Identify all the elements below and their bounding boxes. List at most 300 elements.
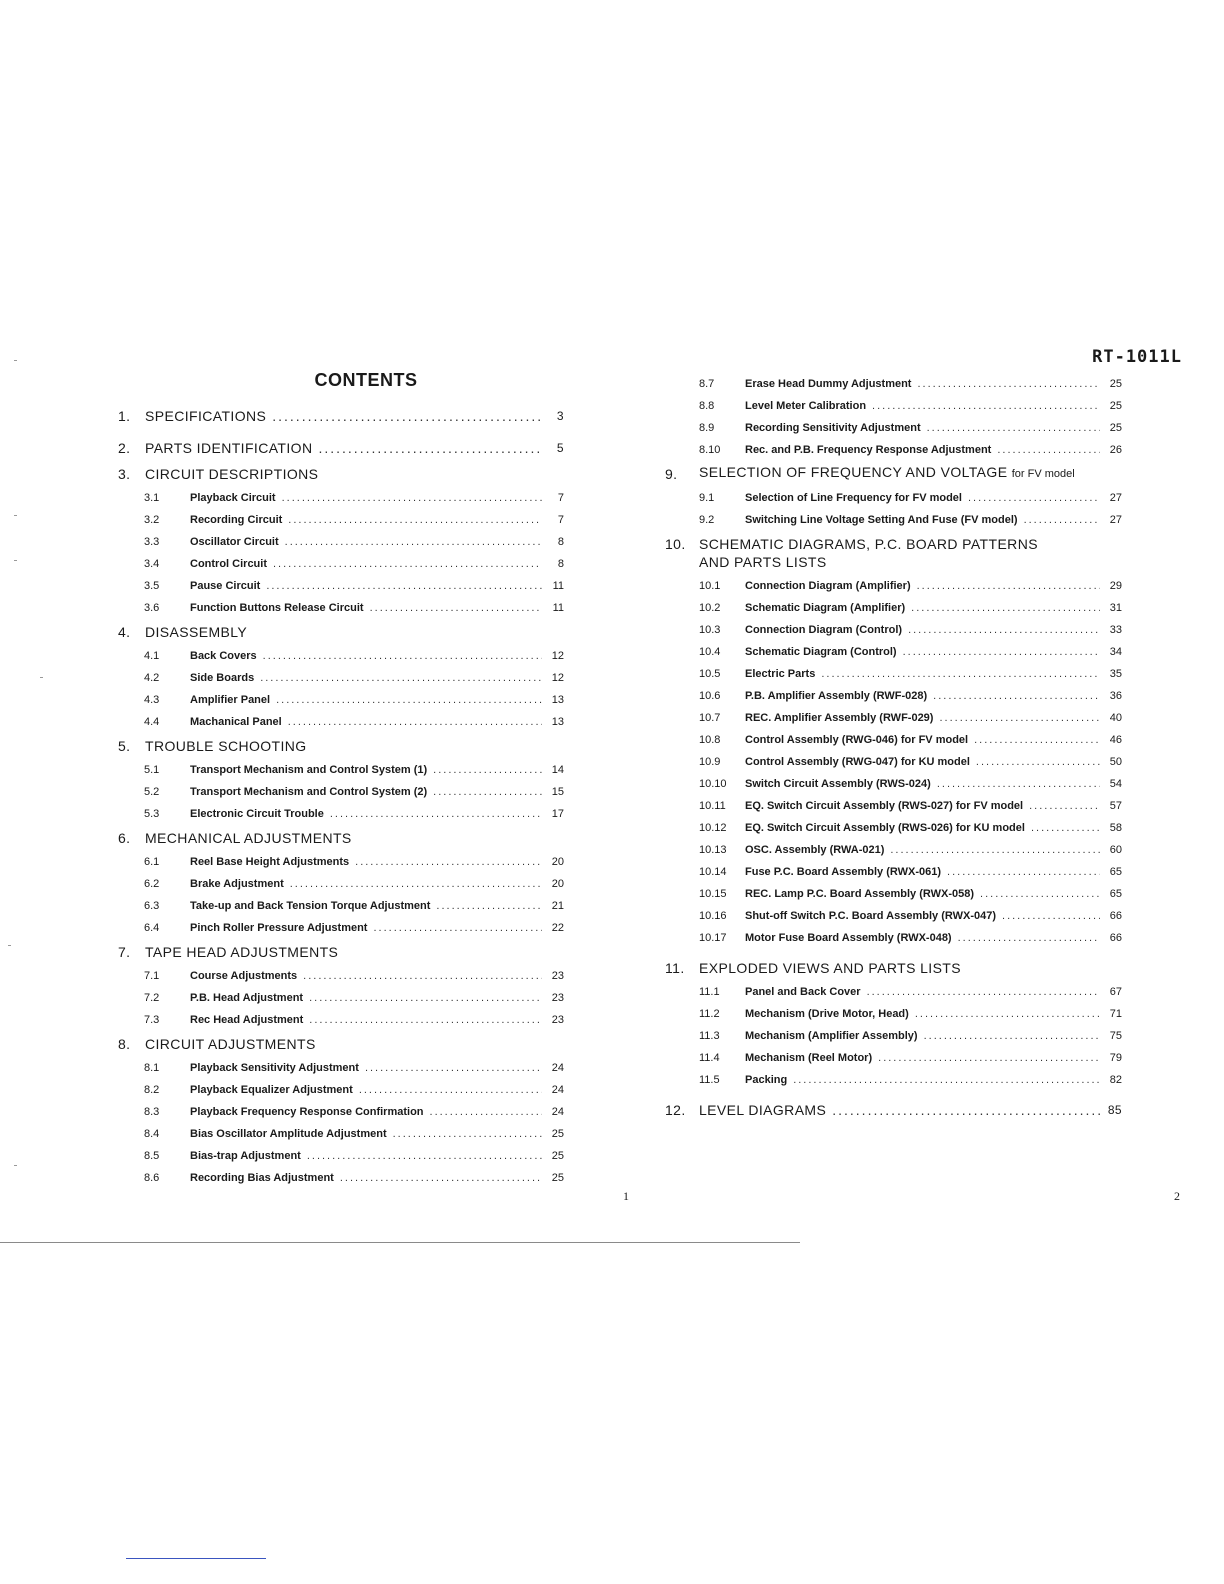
toc-subsection-number: 7.2 [144, 992, 160, 1004]
toc-page-number: 31 [1109, 602, 1122, 614]
toc-page-number: 17 [551, 808, 564, 820]
toc-page-number: 23 [551, 970, 564, 982]
toc-subsection-entry [118, 1167, 564, 1189]
toc-subsection-title: Amplifier Panel [190, 694, 271, 706]
scan-mark [14, 360, 17, 361]
toc-subsection-entry [665, 795, 1122, 817]
toc-subsection-number: 6.1 [144, 856, 160, 868]
toc-section-entry [118, 435, 564, 461]
toc-page-number: 20 [551, 856, 564, 868]
toc-section-title [699, 955, 961, 981]
dot-leader [433, 781, 542, 803]
toc-subsection-entry [665, 373, 1122, 395]
dot-leader [867, 981, 1100, 1003]
dot-leader [872, 395, 1100, 417]
toc-subsection-title: Side Boards [190, 672, 255, 684]
toc-subsection-title: Back Covers [190, 650, 257, 662]
toc-subsection-number: 10.14 [699, 866, 727, 878]
toc-subsection-number: 8.9 [699, 422, 715, 434]
dot-leader [890, 839, 1100, 861]
toc-subsection-entry [665, 575, 1122, 597]
toc-subsection-number: 9.1 [699, 492, 715, 504]
toc-section-number: 3. [118, 466, 131, 482]
dot-leader [436, 895, 542, 917]
toc-subsection-entry [665, 395, 1122, 417]
scan-mark [14, 560, 17, 561]
toc-subsection-title: OSC. Assembly (RWA-021) [745, 844, 885, 856]
toc-subsection-title: Brake Adjustment [190, 878, 284, 890]
scan-edge-line [0, 1242, 800, 1243]
toc-subsection-number: 7.3 [144, 1014, 160, 1026]
toc-subsection-title: EQ. Switch Circuit Assembly (RWS-026) for KU model [745, 822, 1025, 834]
toc-subsection-title: Control Assembly (RWG-047) for KU model [745, 756, 970, 768]
toc-subsection-entry [118, 575, 564, 597]
toc-subsection-number: 5.2 [144, 786, 160, 798]
toc-subsection-title: Pause Circuit [190, 580, 261, 592]
toc-section-number: 6. [118, 830, 131, 846]
toc-section-heading [665, 955, 1122, 981]
toc-page-number: 25 [551, 1150, 564, 1162]
toc-subsection-title: Level Meter Calibration [745, 400, 867, 412]
toc-section-number: 12. [665, 1102, 686, 1118]
toc-page-number: 60 [1109, 844, 1122, 856]
toc-section-heading [118, 733, 564, 759]
toc-subsection-entry [665, 817, 1122, 839]
dot-leader [272, 403, 542, 429]
toc-subsection-entry [665, 417, 1122, 439]
toc-subsection-number: 4.4 [144, 716, 160, 728]
toc-subsection-title: Oscillator Circuit [190, 536, 279, 548]
toc-subsection-entry [118, 509, 564, 531]
toc-section-title-text: EXPLODED VIEWS AND PARTS LISTS [699, 960, 961, 976]
toc-subsection-number: 5.1 [144, 764, 160, 776]
toc-page-number: 26 [1109, 444, 1122, 456]
toc-subsection-entry [118, 711, 564, 733]
toc-page-number: 25 [1109, 378, 1122, 390]
toc-page-number: 27 [1109, 492, 1122, 504]
toc-page-number: 71 [1109, 1008, 1122, 1020]
toc-subsection-title: Mechanism (Drive Motor, Head) [745, 1008, 909, 1020]
dot-leader [927, 417, 1100, 439]
toc-subsection-title: Reel Base Height Adjustments [190, 856, 350, 868]
toc-subsection-entry [665, 927, 1122, 949]
toc-subsection-number: 6.3 [144, 900, 160, 912]
dot-leader [974, 729, 1100, 751]
toc-subsection-title: Function Buttons Release Circuit [190, 602, 364, 614]
toc-subsection-title: Fuse P.C. Board Assembly (RWX-061) [745, 866, 942, 878]
toc-subsection-title: Motor Fuse Board Assembly (RWX-048) [745, 932, 952, 944]
dot-leader [793, 1069, 1100, 1091]
toc-section-title-text: CIRCUIT DESCRIPTIONS [145, 466, 319, 482]
dot-leader [330, 803, 542, 825]
toc-page-number: 65 [1109, 888, 1122, 900]
dot-leader [976, 751, 1100, 773]
toc-subsection-entry [665, 773, 1122, 795]
dot-leader [1029, 795, 1100, 817]
toc-subsection-number: 5.3 [144, 808, 160, 820]
toc-page-number: 23 [551, 992, 564, 1004]
toc-subsection-entry [118, 1057, 564, 1079]
toc-subsection-number: 8.1 [144, 1062, 160, 1074]
dot-leader [266, 575, 542, 597]
toc-subsection-number: 8.6 [144, 1172, 160, 1184]
toc-subsection-title: Bias-trap Adjustment [190, 1150, 301, 1162]
toc-subsection-title: Switch Circuit Assembly (RWS-024) [745, 778, 931, 790]
toc-page-number: 85 [1107, 1103, 1122, 1117]
toc-subsection-title: Machanical Panel [190, 716, 282, 728]
toc-subsection-entry [118, 667, 564, 689]
toc-subsection-entry [118, 487, 564, 509]
toc-section-number: 4. [118, 624, 131, 640]
toc-subsection-entry [118, 689, 564, 711]
toc-subsection-title: Recording Sensitivity Adjustment [745, 422, 921, 434]
dot-leader [832, 1097, 1100, 1123]
toc-section-entry [665, 1097, 1122, 1123]
toc-page-number: 23 [551, 1014, 564, 1026]
toc-section-title: SPECIFICATIONS [145, 408, 267, 424]
dot-leader [307, 1145, 542, 1167]
toc-subsection-number: 4.1 [144, 650, 160, 662]
toc-page-number: 3 [556, 409, 564, 423]
toc-subsection-entry [665, 751, 1122, 773]
toc-section-heading [118, 939, 564, 965]
toc-subsection-number: 8.5 [144, 1150, 160, 1162]
toc-page-number: 50 [1109, 756, 1122, 768]
toc-subsection-title: Recording Bias Adjustment [190, 1172, 334, 1184]
toc-section-number: 9. [665, 466, 678, 482]
toc-subsection-number: 8.2 [144, 1084, 160, 1096]
toc-subsection-entry [118, 1123, 564, 1145]
toc-page-number: 57 [1109, 800, 1122, 812]
dot-leader [273, 553, 542, 575]
toc-subsection-number: 3.1 [144, 492, 160, 504]
toc-page-number: 46 [1109, 734, 1122, 746]
toc-section-heading [118, 619, 564, 645]
toc-subsection-title: Rec Head Adjustment [190, 1014, 304, 1026]
toc-page-number: 54 [1109, 778, 1122, 790]
toc-section-title [145, 825, 352, 851]
toc-subsection-title: Course Adjustments [190, 970, 298, 982]
toc-page-number: 66 [1109, 910, 1122, 922]
toc-page-number: 34 [1109, 646, 1122, 658]
dot-leader [365, 1057, 542, 1079]
toc-page-number: 79 [1109, 1052, 1122, 1064]
toc-subsection-title: EQ. Switch Circuit Assembly (RWS-027) for FV model [745, 800, 1024, 812]
dot-leader [303, 965, 542, 987]
dot-leader [318, 435, 542, 461]
toc-subsection-title: Recording Circuit [190, 514, 283, 526]
toc-subsection-entry [665, 905, 1122, 927]
toc-subsection-number: 10.4 [699, 646, 721, 658]
toc-page-number: 21 [551, 900, 564, 912]
toc-page-number: 65 [1109, 866, 1122, 878]
toc-subsection-entry [118, 553, 564, 575]
toc-subsection-title: Control Assembly (RWG-046) for FV model [745, 734, 969, 746]
dot-leader [359, 1079, 542, 1101]
toc-subsection-entry [665, 1047, 1122, 1069]
dot-leader [908, 619, 1100, 641]
toc-subsection-entry [665, 509, 1122, 531]
toc-subsection-entry [118, 1145, 564, 1167]
toc-section-heading [665, 461, 1122, 487]
dot-leader [937, 773, 1100, 795]
toc-subsection-title: REC. Lamp P.C. Board Assembly (RWX-058) [745, 888, 975, 900]
page-number-left: 1 [623, 1189, 629, 1203]
toc-section-title-text: DISASSEMBLY [145, 624, 248, 640]
toc-subsection-entry [665, 1069, 1122, 1091]
toc-page-number: 11 [552, 602, 564, 614]
toc-section-title-text: TROUBLE SCHOOTING [145, 738, 307, 754]
toc-subsection-number: 10.8 [699, 734, 721, 746]
toc-subsection-entry [665, 487, 1122, 509]
toc-subsection-title: Panel and Back Cover [745, 986, 861, 998]
dot-leader [285, 531, 542, 553]
toc-page-number: 8 [557, 558, 564, 570]
toc-page-number: 29 [1109, 580, 1122, 592]
toc-subsection-number: 6.2 [144, 878, 160, 890]
dot-leader [282, 487, 542, 509]
dot-leader [263, 645, 542, 667]
dot-leader [370, 597, 542, 619]
toc-subsection-number: 10.2 [699, 602, 721, 614]
toc-subsection-number: 11.4 [699, 1052, 720, 1064]
toc-heading-line [665, 535, 1122, 553]
toc-subsection-number: 11.5 [699, 1074, 720, 1086]
toc-subsection-title: Transport Mechanism and Control System (2) [190, 786, 428, 798]
toc-section-title [145, 939, 338, 965]
dot-leader [1002, 905, 1100, 927]
toc-subsection-number: 10.12 [699, 822, 727, 834]
toc-subsection-number: 3.2 [144, 514, 160, 526]
toc-subsection-entry [665, 685, 1122, 707]
toc-subsection-number: 10.15 [699, 888, 727, 900]
toc-section-title: LEVEL DIAGRAMS [699, 1102, 827, 1118]
toc-section-title-cont: AND PARTS LISTS [699, 554, 827, 570]
toc-subsection-number: 10.5 [699, 668, 721, 680]
toc-subsection-title: Shut-off Switch P.C. Board Assembly (RWX-047) [745, 910, 997, 922]
dot-leader [980, 883, 1100, 905]
toc-subsection-number: 9.2 [699, 514, 715, 526]
toc-subsection-number: 8.4 [144, 1128, 160, 1140]
toc-subsection-entry [118, 851, 564, 873]
toc-section-title [145, 733, 307, 759]
toc-subsection-entry [118, 917, 564, 939]
toc-page-number: 66 [1109, 932, 1122, 944]
toc-subsection-number: 10.6 [699, 690, 721, 702]
toc-section-title-text: TAPE HEAD ADJUSTMENTS [145, 944, 339, 960]
toc-subsection-number: 11.3 [699, 1030, 720, 1042]
toc-subsection-number: 8.3 [144, 1106, 160, 1118]
toc-subsection-title: Playback Circuit [190, 492, 276, 504]
toc-page-number: 12 [551, 672, 564, 684]
toc-subsection-entry [118, 531, 564, 553]
toc-subsection-number: 10.10 [699, 778, 727, 790]
toc-subsection-title: Erase Head Dummy Adjustment [745, 378, 912, 390]
toc-subsection-entry [118, 895, 564, 917]
toc-section-number: 8. [118, 1036, 131, 1052]
toc-subsection-title: REC. Amplifier Assembly (RWF-029) [745, 712, 934, 724]
toc-page-number: 7 [557, 514, 564, 526]
toc-section-number: 5. [118, 738, 131, 754]
dot-leader [903, 641, 1100, 663]
dot-leader [1031, 817, 1100, 839]
toc-subsection-entry [118, 965, 564, 987]
toc-subsection-entry [118, 873, 564, 895]
toc-subsection-number: 3.5 [144, 580, 160, 592]
toc-page-number: 36 [1109, 690, 1122, 702]
toc-subsection-number: 10.16 [699, 910, 727, 922]
toc-page-number: 14 [551, 764, 564, 776]
toc-page-number: 33 [1109, 624, 1122, 636]
toc-page-number: 24 [551, 1084, 564, 1096]
toc-subsection-title: Control Circuit [190, 558, 267, 570]
toc-left-column [118, 403, 564, 1189]
toc-page-number: 13 [551, 694, 564, 706]
toc-subsection-number: 7.1 [144, 970, 160, 982]
toc-page-number: 22 [551, 922, 564, 934]
toc-subsection-entry [118, 1009, 564, 1031]
toc-subsection-title: Schematic Diagram (Amplifier) [745, 602, 906, 614]
toc-subsection-title: Schematic Diagram (Control) [745, 646, 897, 658]
toc-section-entry [118, 403, 564, 429]
dot-leader [355, 851, 542, 873]
toc-subsection-entry [665, 883, 1122, 905]
dot-leader [288, 711, 542, 733]
toc-section-title-text: CIRCUIT ADJUSTMENTS [145, 1036, 316, 1052]
toc-section-heading [118, 461, 564, 487]
dot-leader [288, 509, 542, 531]
toc-subsection-title: Connection Diagram (Amplifier) [745, 580, 911, 592]
toc-page-number: 25 [1109, 422, 1122, 434]
dot-leader [276, 689, 542, 711]
toc-subsection-entry [118, 645, 564, 667]
toc-page-number: 25 [1109, 400, 1122, 412]
toc-page-number: 40 [1109, 712, 1122, 724]
toc-page-number: 35 [1109, 668, 1122, 680]
dot-leader [430, 1101, 542, 1123]
toc-subsection-number: 10.11 [699, 800, 726, 812]
toc-subsection-title: Electric Parts [745, 668, 816, 680]
toc-subsection-entry [665, 641, 1122, 663]
toc-subsection-title: Connection Diagram (Control) [745, 624, 903, 636]
toc-subsection-entry [118, 803, 564, 825]
toc-subsection-entry [665, 597, 1122, 619]
toc-subsection-number: 3.3 [144, 536, 160, 548]
toc-page-number: 67 [1109, 986, 1122, 998]
toc-subsection-entry [118, 781, 564, 803]
dot-leader [340, 1167, 542, 1189]
toc-subsection-entry [665, 1003, 1122, 1025]
toc-subsection-title: Mechanism (Amplifier Assembly) [745, 1030, 918, 1042]
toc-subsection-title: Playback Frequency Response Confirmation [190, 1106, 424, 1118]
dot-leader [939, 707, 1100, 729]
dot-leader [958, 927, 1100, 949]
toc-subsection-number: 3.4 [144, 558, 160, 570]
toc-right-column [665, 373, 1122, 1123]
toc-section-title-text: SELECTION OF FREQUENCY AND VOLTAGE [699, 464, 1008, 480]
dot-leader [309, 1009, 542, 1031]
toc-page-number: 20 [551, 878, 564, 890]
toc-section-number: 1. [118, 408, 131, 424]
toc-subsection-entry [665, 981, 1122, 1003]
model-number: RT-1011L [1092, 347, 1182, 367]
dot-leader [915, 1003, 1100, 1025]
toc-subsection-entry [665, 619, 1122, 641]
page-number-right: 2 [1174, 1189, 1180, 1203]
dot-leader [821, 663, 1100, 685]
scan-mark [14, 1165, 17, 1166]
toc-section-title [145, 619, 247, 645]
toc-page-number: 8 [557, 536, 564, 548]
scan-mark [40, 677, 43, 678]
toc-subsection-entry [118, 597, 564, 619]
toc-section-number: 7. [118, 944, 131, 960]
toc-page-number: 58 [1109, 822, 1122, 834]
toc-subsection-entry [665, 729, 1122, 751]
toc-section-number: 2. [118, 440, 131, 456]
toc-subsection-entry [118, 987, 564, 1009]
toc-section-heading [665, 531, 1122, 575]
dot-leader [911, 597, 1100, 619]
toc-subsection-entry [665, 663, 1122, 685]
toc-section-title-text: MECHANICAL ADJUSTMENTS [145, 830, 352, 846]
scan-edge-line-blue [126, 1558, 266, 1559]
dot-leader [917, 575, 1100, 597]
toc-page-number: 25 [551, 1172, 564, 1184]
toc-page-number: 7 [557, 492, 564, 504]
toc-subsection-title: Packing [745, 1074, 788, 1086]
toc-subsection-entry [665, 439, 1122, 461]
toc-subsection-title: Bias Oscillator Amplitude Adjustment [190, 1128, 387, 1140]
toc-page-number: 25 [551, 1128, 564, 1140]
dot-leader [924, 1025, 1100, 1047]
scan-mark [14, 515, 17, 516]
dot-leader [290, 873, 542, 895]
toc-subsection-number: 10.1 [699, 580, 721, 592]
toc-page-number: 24 [551, 1062, 564, 1074]
dot-leader [433, 759, 542, 781]
toc-subsection-number: 10.13 [699, 844, 727, 856]
toc-subsection-title: Switching Line Voltage Setting And Fuse (FV model) [745, 514, 1018, 526]
toc-subsection-number: 11.1 [699, 986, 720, 998]
toc-subsection-number: 11.2 [699, 1008, 720, 1020]
toc-subsection-number: 3.6 [144, 602, 160, 614]
toc-subsection-number: 4.3 [144, 694, 160, 706]
toc-page-number: 11 [552, 580, 564, 592]
dot-leader [1024, 509, 1100, 531]
toc-page-number: 24 [551, 1106, 564, 1118]
toc-section-number: 11. [665, 960, 685, 976]
toc-subsection-title: Take-up and Back Tension Torque Adjustment [190, 900, 431, 912]
toc-subsection-title: Electronic Circuit Trouble [190, 808, 324, 820]
toc-section-title: PARTS IDENTIFICATION [145, 440, 313, 456]
dot-leader [968, 487, 1100, 509]
toc-section-title [699, 459, 1075, 487]
dot-leader [997, 439, 1100, 461]
dot-leader [393, 1123, 542, 1145]
toc-page-number: 5 [556, 441, 564, 455]
toc-subsection-title: Playback Equalizer Adjustment [190, 1084, 353, 1096]
toc-subsection-number: 10.3 [699, 624, 721, 636]
toc-subsection-entry [118, 1101, 564, 1123]
toc-section-title: SCHEMATIC DIAGRAMS, P.C. BOARD PATTERNS [699, 536, 1038, 552]
toc-section-title [145, 1031, 316, 1057]
toc-page-number: 82 [1109, 1074, 1122, 1086]
toc-page-number: 27 [1109, 514, 1122, 526]
toc-section-heading [118, 1031, 564, 1057]
toc-page-number: 12 [551, 650, 564, 662]
toc-subsection-entry [665, 839, 1122, 861]
